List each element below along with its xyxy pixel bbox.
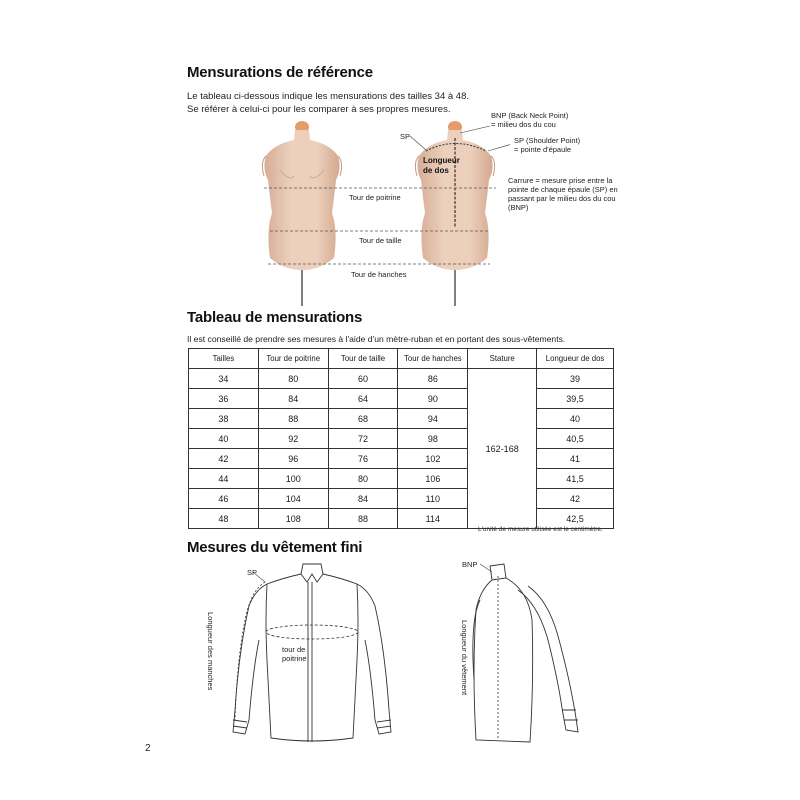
header-tour-de-poitrine: Tour de poitrine (258, 349, 328, 369)
cell-taille: 36 (189, 389, 259, 409)
table-row (189, 429, 614, 449)
cell-poitrine: 100 (258, 469, 328, 489)
label-tour-de-hanches: Tour de hanches (351, 270, 407, 279)
cell-taille-cm: 72 (328, 429, 398, 449)
table-row (189, 489, 614, 509)
cell-poitrine: 80 (258, 369, 328, 389)
label-tour-de-poitrine: Tour de poitrine (349, 193, 401, 202)
cell-stature: 162-168 (468, 369, 537, 529)
cell-longueur-dos: 41,5 (537, 469, 614, 489)
measurements-table (188, 348, 614, 529)
table-row (189, 409, 614, 429)
section-title-finished: Mesures du vêtement fini (187, 539, 363, 556)
front-mannequin (262, 121, 341, 306)
shirt-label-tour-de-poitrine-line2: poitrine (282, 654, 307, 663)
section-title-reference: Mensurations de référence (187, 64, 373, 81)
cell-poitrine: 108 (258, 509, 328, 529)
cell-hanches: 114 (398, 509, 468, 529)
shirt-label-longueur-manches: Longueur des manches (206, 612, 215, 691)
cell-taille-cm: 64 (328, 389, 398, 409)
cell-longueur-dos: 42 (537, 489, 614, 509)
cell-longueur-dos: 42,5 (537, 509, 614, 529)
shirt-front-drawing (225, 560, 405, 750)
cell-taille: 34 (189, 369, 259, 389)
cell-hanches: 90 (398, 389, 468, 409)
cell-taille: 44 (189, 469, 259, 489)
cell-taille: 46 (189, 489, 259, 509)
cell-taille-cm: 80 (328, 469, 398, 489)
cell-taille: 48 (189, 509, 259, 529)
section-title-table: Tableau de mensurations (187, 309, 363, 326)
cell-taille: 40 (189, 429, 259, 449)
label-sp-left: SP (400, 132, 411, 141)
label-carrure: Carrure = mesure prise entre la pointe de chaque épaule (SP) en passant par le milieu dos du cou (BNP) (508, 176, 618, 212)
cell-taille-cm: 76 (328, 449, 398, 469)
table-unit-note: L'unité de mesure utilisée est le centimètre. (478, 526, 603, 533)
label-sp-line1: SP (Shoulder Point) (514, 136, 581, 145)
label-sp-line2: = pointe d'épaule (514, 145, 572, 154)
label-tour-de-taille: Tour de taille (359, 236, 402, 245)
cell-poitrine: 104 (258, 489, 328, 509)
cell-taille-cm: 68 (328, 409, 398, 429)
header-tailles: Tailles (189, 349, 259, 369)
cell-hanches: 110 (398, 489, 468, 509)
cell-longueur-dos: 41 (537, 449, 614, 469)
shirt-side-drawing (458, 560, 588, 750)
cell-poitrine: 88 (258, 409, 328, 429)
cell-taille-cm: 88 (328, 509, 398, 529)
table-header-row (189, 349, 614, 369)
label-bnp-line1: BNP (Back Neck Point) (491, 111, 569, 120)
page-number: 2 (145, 743, 151, 754)
back-mannequin (415, 121, 494, 306)
cell-hanches: 86 (398, 369, 468, 389)
shirt-label-tour-de-poitrine-line1: tour de (282, 645, 306, 654)
header-stature: Stature (468, 349, 537, 369)
shirt-label-sp: SP (247, 568, 258, 577)
reference-intro (187, 90, 469, 116)
table-intro: Il est conseillé de prendre ses mesures à l'aide d'un mètre-ruban et en portant des sous-vêtements. (187, 334, 566, 344)
cell-longueur-dos: 40,5 (537, 429, 614, 449)
cell-longueur-dos: 39 (537, 369, 614, 389)
header-longueur-de-dos: Longueur de dos (537, 349, 614, 369)
label-longueur-de-dos: Longueur de dos (423, 156, 460, 175)
cell-hanches: 106 (398, 469, 468, 489)
table-row (189, 469, 614, 489)
cell-hanches: 102 (398, 449, 468, 469)
cell-taille: 38 (189, 409, 259, 429)
label-sp-right (514, 136, 580, 154)
cell-hanches: 94 (398, 409, 468, 429)
shirt-label-bnp: BNP (462, 560, 478, 569)
cell-hanches: 98 (398, 429, 468, 449)
table-row (189, 369, 614, 389)
mannequin-illustration (250, 118, 510, 308)
table-row (189, 389, 614, 409)
cell-taille-cm: 60 (328, 369, 398, 389)
header-tour-de-taille: Tour de taille (328, 349, 398, 369)
cell-poitrine: 92 (258, 429, 328, 449)
cell-longueur-dos: 40 (537, 409, 614, 429)
shirt-label-longueur-vetement: Longueur du vêtement (460, 620, 469, 696)
cell-longueur-dos: 39,5 (537, 389, 614, 409)
cell-poitrine: 84 (258, 389, 328, 409)
table-row (189, 449, 614, 469)
cell-taille: 42 (189, 449, 259, 469)
cell-taille-cm: 84 (328, 489, 398, 509)
header-tour-de-hanches: Tour de hanches (398, 349, 468, 369)
reference-intro-line1: Le tableau ci-dessous indique les mensurations des tailles 34 à 48. (187, 91, 470, 102)
cell-poitrine: 96 (258, 449, 328, 469)
label-bnp (491, 111, 568, 129)
shirt-label-tour-de-poitrine (282, 645, 307, 663)
label-bnp-line2: = milieu dos du cou (491, 120, 556, 129)
reference-intro-line2: Se référer à celui-ci pour les comparer à ses propres mesures. (187, 104, 451, 115)
